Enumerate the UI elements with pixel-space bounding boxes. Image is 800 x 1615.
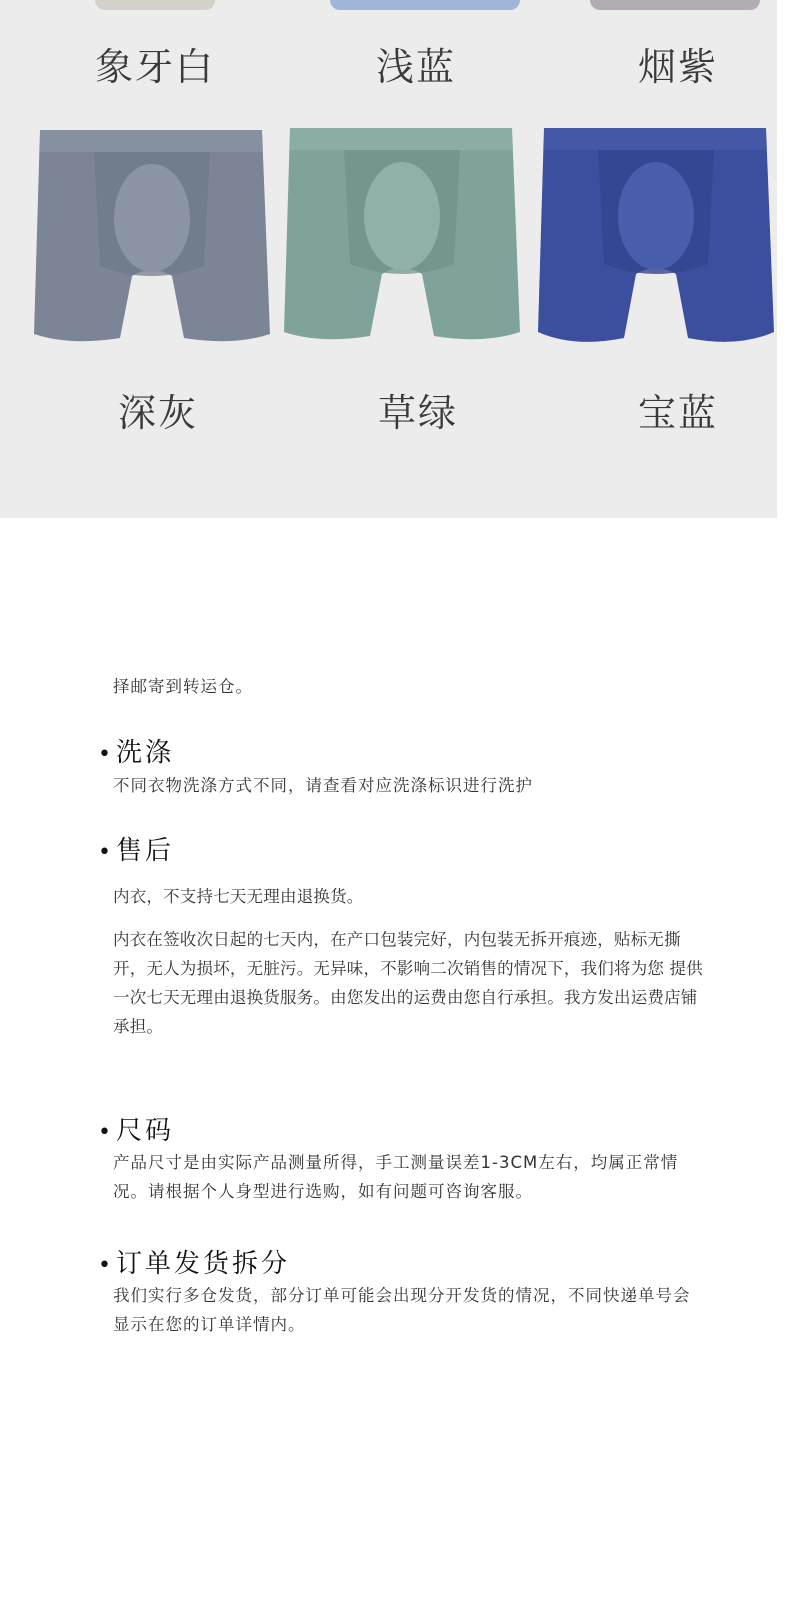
size-text: 产品尺寸是由实际产品测量所得，手工测量误差1-3CM左右，均属正常情况。请根据个人身型进行选购，如有问题可咨询客服。	[113, 1153, 679, 1201]
color-label-grass-green: 草绿	[377, 391, 458, 435]
bullet-dot: •	[98, 742, 114, 767]
color-label-smoke-purple: 烟紫	[637, 45, 718, 89]
color-label-light-blue: 浅蓝	[375, 45, 456, 89]
split-shipping-heading	[98, 1243, 290, 1280]
product-image-grass-green	[284, 124, 520, 354]
product-image-smoke-purple-peek	[590, 0, 760, 10]
color-swatch-panel	[0, 0, 777, 518]
color-label-ivory: 象牙白	[94, 45, 215, 89]
washing-title: 洗涤	[115, 738, 174, 768]
split-shipping-title: 订单发货拆分	[115, 1249, 290, 1279]
split-shipping-text: 我们实行多仓发货，部分订单可能会出现分开发货的情况，不同快递单号会显示在您的订单详情内。	[113, 1286, 691, 1334]
shipping-note-tail: 择邮寄到转运仓。	[113, 677, 253, 696]
after-sales-heading	[98, 830, 174, 867]
size-heading	[98, 1110, 174, 1147]
bullet-dot: •	[98, 840, 114, 865]
product-image-ivory-peek	[95, 0, 215, 10]
size-title: 尺码	[115, 1116, 174, 1146]
after-sales-text-1: 内衣，不支持七天无理由退换货。	[113, 887, 364, 906]
after-sales-text-2: 内衣在签收次日起的七天内，在产口包装完好，内包装无拆开痕迹，贴标无撕开，无人为损坏，无脏污。无异味，不影响二次销售的情况下，我们将为您 提供一次七天无理由退换货服务。由您发出的运费由您自行承担。我方发出运费店铺承担。	[113, 930, 703, 1036]
after-sales-title: 售后	[115, 836, 174, 866]
product-image-royal-blue	[538, 124, 774, 354]
bullet-dot: •	[98, 1120, 114, 1145]
color-label-royal-blue: 宝蓝	[637, 391, 718, 435]
washing-text: 不同衣物洗涤方式不同，请查看对应洗涤标识进行洗护	[113, 776, 533, 795]
product-image-light-blue-peek	[330, 0, 520, 10]
washing-heading	[98, 732, 174, 769]
product-image-dark-gray	[34, 126, 270, 356]
bullet-dot: •	[98, 1253, 114, 1278]
color-label-dark-gray: 深灰	[117, 391, 198, 435]
